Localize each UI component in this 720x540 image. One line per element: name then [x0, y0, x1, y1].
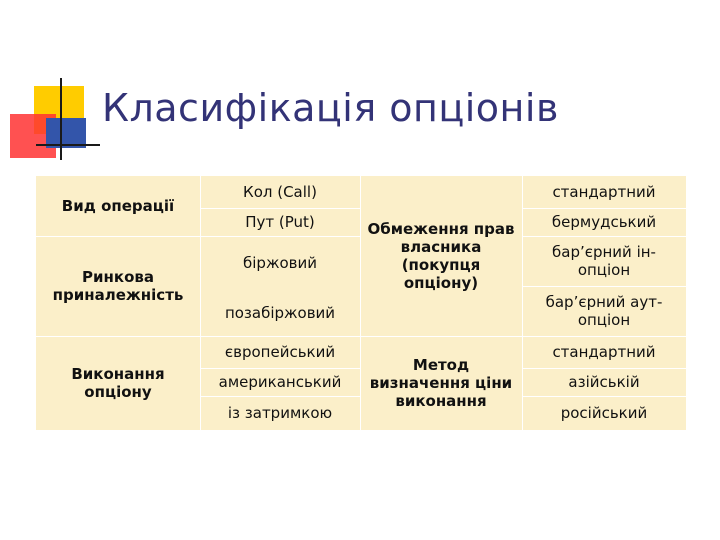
cell-standard-2: стандартний [552, 343, 656, 361]
cell-exchange: біржовий [243, 254, 317, 272]
cell-asian: азійській [568, 373, 640, 391]
cell-bermudan: бермудський [551, 213, 657, 231]
cell-execution: Виконання опціону [71, 365, 165, 401]
cell-otc: позабіржовий [224, 304, 336, 322]
grid-divider [200, 396, 360, 397]
options-classification-table [36, 176, 686, 430]
page-title: Класифікація опціонів [102, 86, 559, 130]
cell-rights-limit: Обмеження прав власника (покупця опціону) [367, 220, 515, 292]
grid-divider [522, 368, 686, 369]
grid-divider [200, 176, 201, 430]
grid-divider [200, 368, 360, 369]
decorative-logo [0, 0, 100, 170]
cell-price-method: Метод визначення ціни виконання [369, 356, 513, 410]
logo-horizontal-line [36, 144, 100, 146]
grid-divider [522, 208, 686, 209]
grid-divider [360, 176, 361, 430]
cell-delayed: із затримкою [227, 404, 333, 422]
cell-market: Ринкова приналежність [52, 268, 184, 304]
cell-op-type: Вид операції [61, 197, 175, 215]
cell-barrier-in: бар’єрний ін-опціон [552, 243, 656, 279]
cell-standard-1: стандартний [552, 183, 656, 201]
cell-russian: російський [560, 404, 648, 422]
grid-divider [200, 208, 360, 209]
grid-divider [200, 236, 360, 237]
cell-put: Пут (Put) [245, 213, 315, 231]
grid-divider [36, 336, 686, 337]
cell-european: європейський [224, 343, 336, 361]
cell-american: американський [218, 373, 342, 391]
logo-vertical-line [60, 78, 62, 160]
grid-divider [522, 176, 523, 430]
cell-barrier-out: бар’єрний аут-опціон [545, 293, 663, 329]
grid-divider [36, 236, 200, 237]
grid-divider [522, 236, 686, 237]
grid-divider [522, 396, 686, 397]
cell-call: Кол (Call) [243, 183, 317, 201]
grid-divider [522, 286, 686, 287]
